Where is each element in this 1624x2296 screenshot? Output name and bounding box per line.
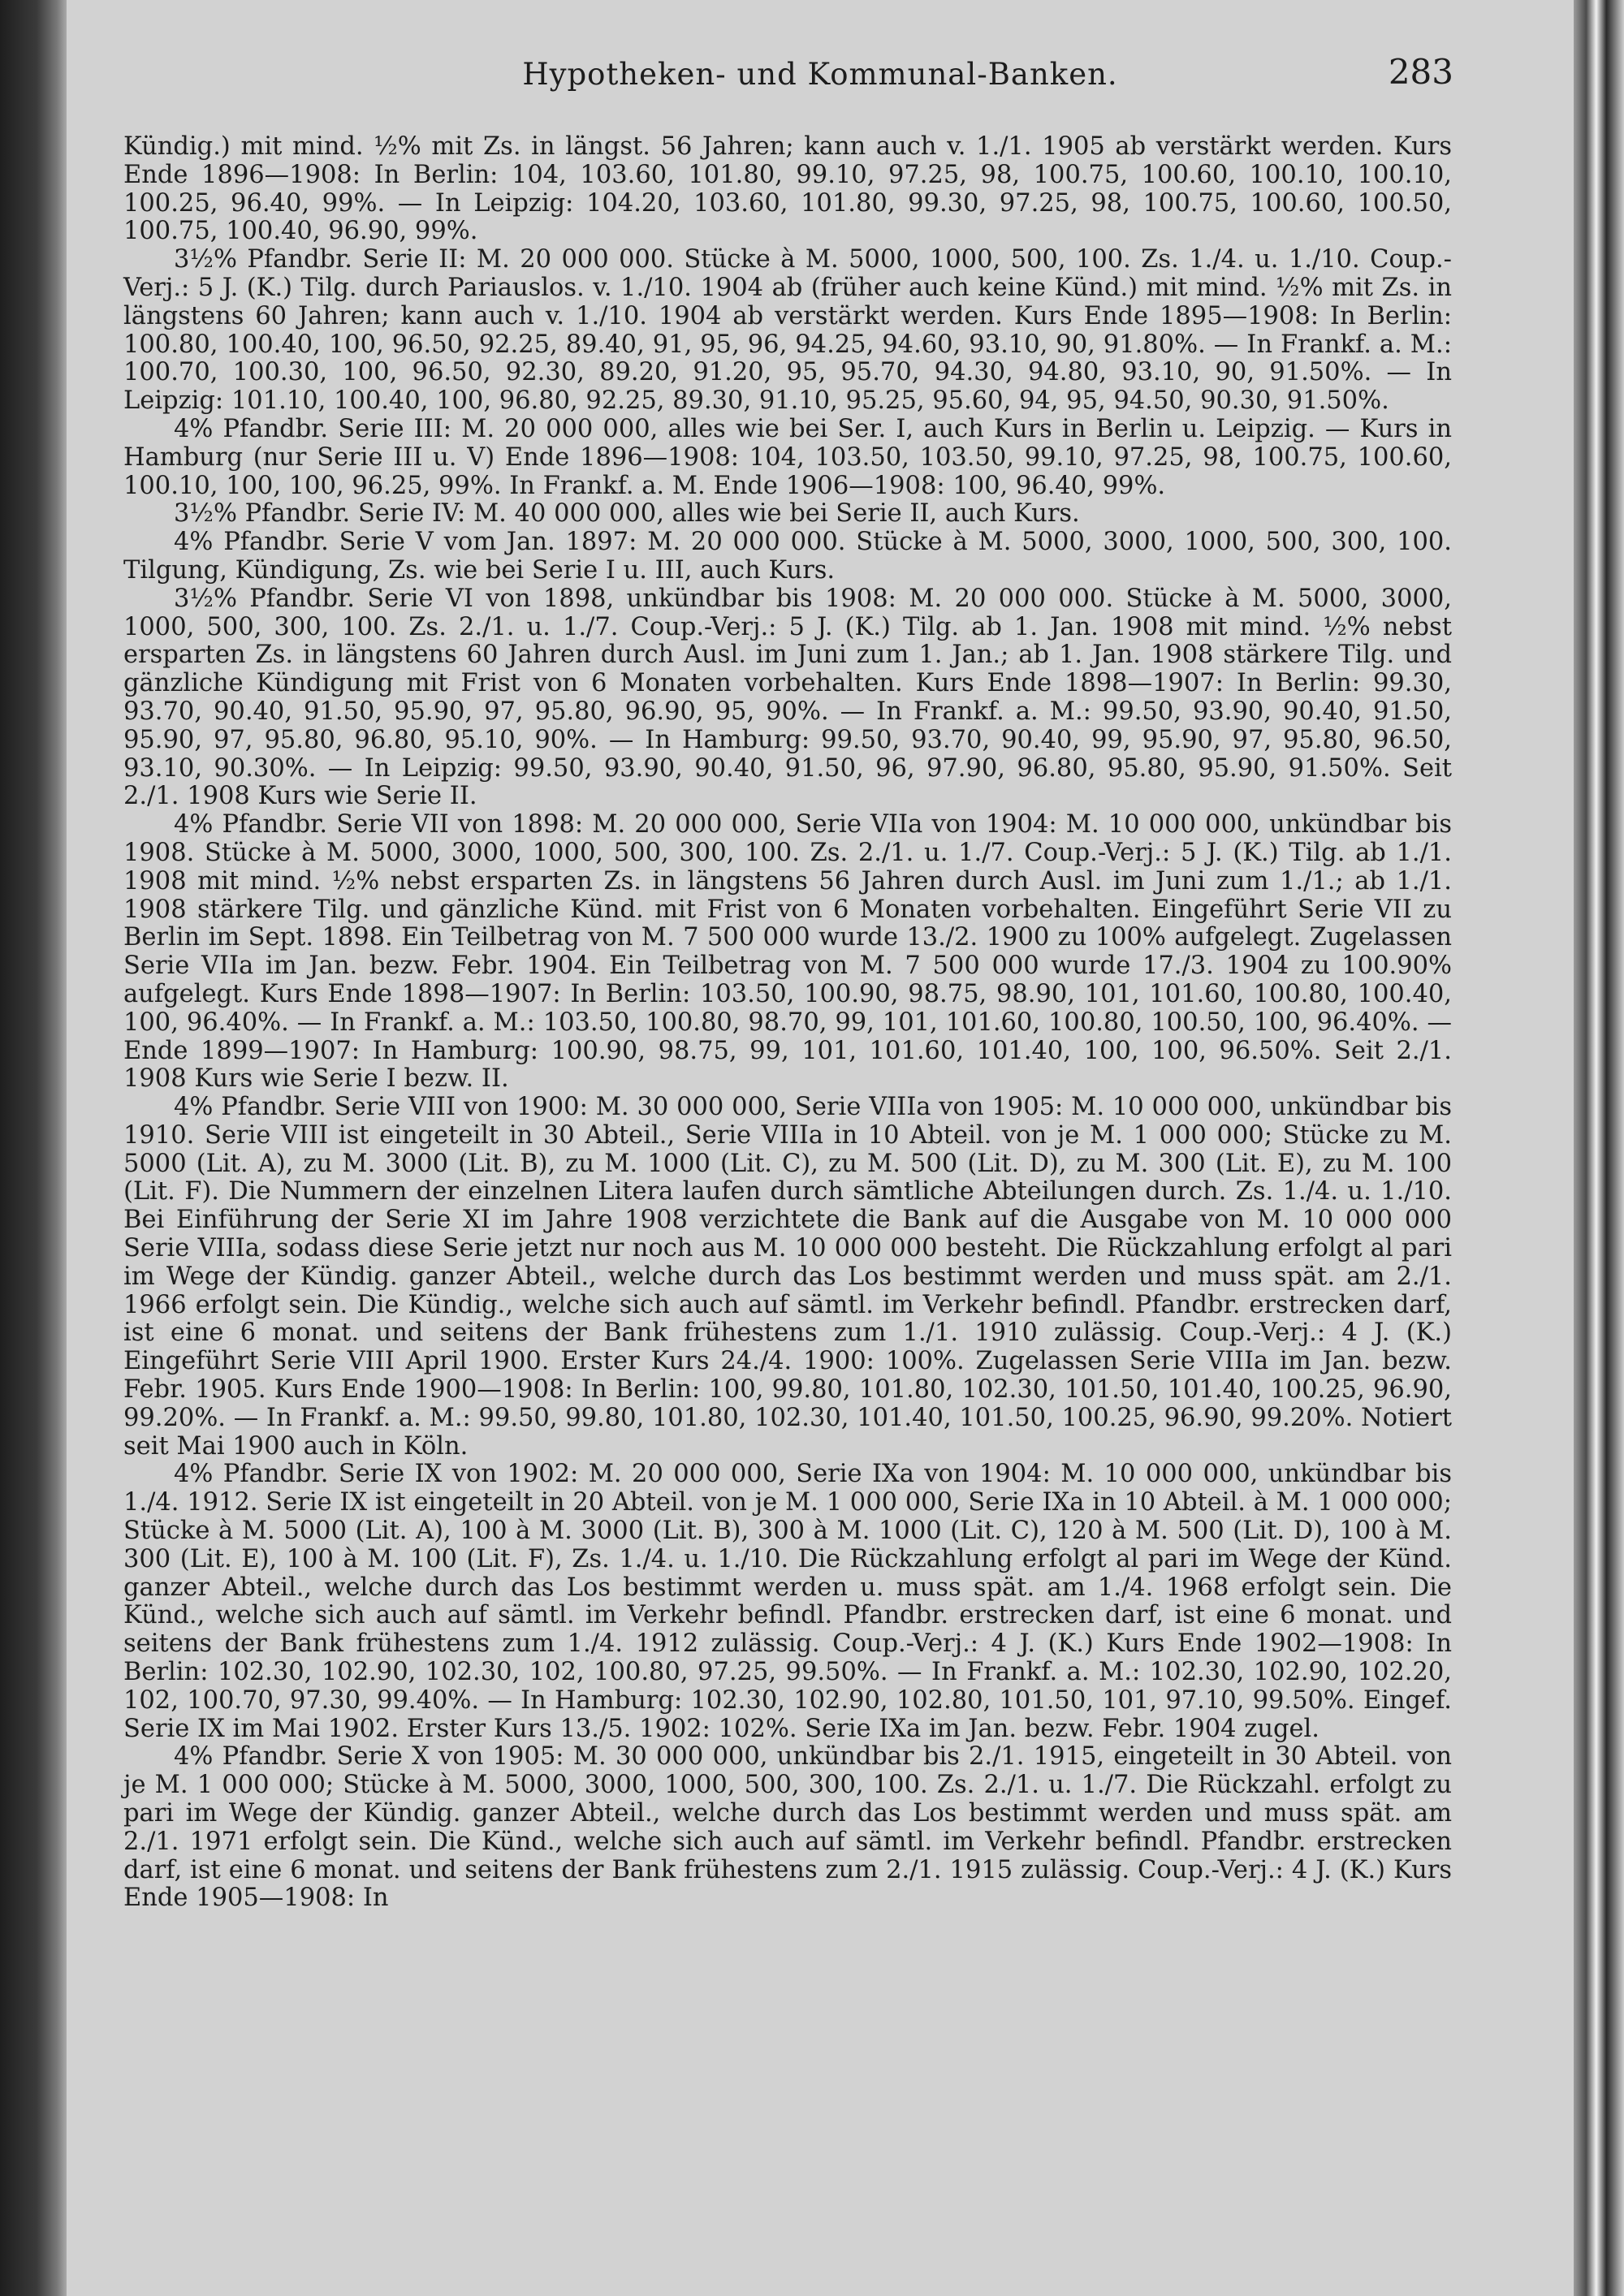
body-text bbox=[123, 133, 1452, 1913]
page-number: 283 bbox=[1388, 52, 1453, 92]
running-title: Hypotheken- und Kommunal-Banken. bbox=[522, 57, 1118, 92]
paragraph-series-ii: 3½% Pfandbr. Serie II: M. 20 000 000. Stücke à M. 5000, 1000, 500, 100. Zs. 1./4. u. 1./10. Coup.-Verj.: 5 J. (K.) Tilg. durch Pariauslos. v. 1./10. 1904 ab (früher auch keine Künd.) mit mind. ½% mit Zs. in längstens 60 Jahren; kann auch v. 1./10. 1904 ab verstärkt werden. Kurs Ende 1895—1908: In Berlin: 100.80, 100.40, 100, 96.50, 92.25, 89.40, 91, 95, 96, 94.25, 94.60, 93.10, 90, 91.80%. — In Frankf. a. M.: 100.70, 100.30, 100, 96.50, 92.30, 89.20, 91.20, 95, 95.70, 94.30, 94.80, 93.10, 90, 91.50%. — In Leipzig: 101.10, 100.40, 100, 96.80, 92.25, 89.30, 91.10, 95.25, 95.60, 94, 95, 94.50, 90.30, 91.50%. bbox=[123, 245, 1452, 416]
page-edge-shadow bbox=[1574, 0, 1624, 2296]
document-page bbox=[67, 0, 1574, 2296]
paragraph-series-vi: 3½% Pfandbr. Serie VI von 1898, unkündbar bis 1908: M. 20 000 000. Stücke à M. 5000, 3000, 1000, 500, 300, 100. Zs. 2./1. u. 1./7. Coup.-Verj.: 5 J. (K.) Tilg. ab 1. Jan. 1908 mit mind. ½% nebst ersparten Zs. in längstens 60 Jahren durch Ausl. im Juni zum 1. Jan.; ab 1. Jan. 1908 stärkere Tilg. und gänzliche Kündigung mit Frist von 6 Monaten vorbehalten. Kurs Ende 1898—1907: In Berlin: 99.30, 93.70, 90.40, 91.50, 95.90, 97, 95.80, 96.90, 95, 90%. — In Frankf. a. M.: 99.50, 93.90, 90.40, 91.50, 95.90, 97, 95.80, 96.80, 95.10, 90%. — In Hamburg: 99.50, 93.70, 90.40, 99, 95.90, 97, 95.80, 96.50, 93.10, 90.30%. — In Leipzig: 99.50, 93.90, 90.40, 91.50, 96, 97.90, 96.80, 95.80, 95.90, 91.50%. Seit 2./1. 1908 Kurs wie Serie II. bbox=[123, 584, 1452, 811]
book-gutter-shadow bbox=[0, 0, 67, 2296]
paragraph-series-x: 4% Pfandbr. Serie X von 1905: M. 30 000 000, unkündbar bis 2./1. 1915, eingeteilt in 30 Abteil. von je M. 1 000 000; Stücke à M. 5000, 3000, 1000, 500, 300, 100. Zs. 2./1. u. 1./7. Die Rückzahl. erfolgt zu pari im Wege der Kündig. ganzer Abteil., welche durch das Los bestimmt werden und muss spät. am 2./1. 1971 erfolgt sein. Die Künd., welche sich auch auf sämtl. im Verkehr befindl. Pfandbr. erstrecken darf, ist eine 6 monat. und seitens der Bank frühestens zum 2./1. 1915 zulässig. Coup.-Verj.: 4 J. (K.) Kurs Ende 1905—1908: In bbox=[123, 1742, 1452, 1913]
paragraph-series-iii: 4% Pfandbr. Serie III: M. 20 000 000, alles wie bei Ser. I, auch Kurs in Berlin u. Leipzig. — Kurs in Hamburg (nur Serie III u. V) Ende 1896—1908: 104, 103.50, 103.50, 99.10, 97.25, 98, 100.75, 100.60, 100.10, 100, 100, 96.25, 99%. In Frankf. a. M. Ende 1906—1908: 100, 96.40, 99%. bbox=[123, 414, 1452, 500]
paragraph-series-ix: 4% Pfandbr. Serie IX von 1902: M. 20 000 000, Serie IXa von 1904: M. 10 000 000, unkündbar bis 1./4. 1912. Serie IX ist eingeteilt in 20 Abteil. von je M. 1 000 000, Serie IXa in 10 Abteil. à M. 1 000 000; Stücke à M. 5000 (Lit. A), 100 à M. 3000 (Lit. B), 300 à M. 1000 (Lit. C), 120 à M. 500 (Lit. D), 100 à M. 300 (Lit. E), 100 à M. 100 (Lit. F), Zs. 1./4. u. 1./10. Die Rückzahlung erfolgt al pari im Wege der Künd. ganzer Abteil., welche durch das Los bestimmt werden u. muss spät. am 1./4. 1968 erfolgt sein. Die Künd., welche sich auch auf sämtl. im Verkehr befindl. Pfandbr. erstrecken darf, ist eine 6 monat. und seitens der Bank frühestens zum 1./4. 1912 zulässig. Coup.-Verj.: 4 J. (K.) Kurs Ende 1902—1908: In Berlin: 102.30, 102.90, 102.30, 102, 100.80, 97.25, 99.50%. — In Frankf. a. M.: 102.30, 102.90, 102.20, 102, 100.70, 97.30, 99.40%. — In Hamburg: 102.30, 102.90, 102.80, 101.50, 101, 97.10, 99.50%. Eingef. Serie IX im Mai 1902. Erster Kurs 13./5. 1902: 102%. Serie IXa im Jan. bezw. Febr. 1904 zugel. bbox=[123, 1460, 1452, 1743]
paragraph-series-i-continued: Kündig.) mit mind. ½% mit Zs. in längst. 56 Jahren; kann auch v. 1./1. 1905 ab verstärkt werden. Kurs Ende 1896—1908: In Berlin: 104, 103.60, 101.80, 99.10, 97.25, 98, 100.75, 100.60, 100.10, 100.10, 100.25, 96.40, 99%. — In Leipzig: 104.20, 103.60, 101.80, 99.30, 97.25, 98, 100.75, 100.60, 100.50, 100.75, 100.40, 96.90, 99%. bbox=[123, 132, 1452, 246]
paragraph-series-iv: 3½% Pfandbr. Serie IV: M. 40 000 000, alles wie bei Serie II, auch Kurs. bbox=[174, 499, 1080, 529]
page-header bbox=[67, 50, 1574, 99]
paragraph-series-v: 4% Pfandbr. Serie V vom Jan. 1897: M. 20 000 000. Stücke à M. 5000, 3000, 1000, 500, 300, 100. Tilgung, Kündigung, Zs. wie bei Serie I u. III, auch Kurs. bbox=[123, 528, 1452, 585]
paragraph-series-viii: 4% Pfandbr. Serie VIII von 1900: M. 30 000 000, Serie VIIIa von 1905: M. 10 000 000, unkündbar bis 1910. Serie VIII ist eingeteilt in 30 Abteil., Serie VIIIa in 10 Abteil. von je M. 1 000 000; Stücke zu M. 5000 (Lit. A), zu M. 3000 (Lit. B), zu M. 1000 (Lit. C), zu M. 500 (Lit. D), zu M. 300 (Lit. E), zu M. 100 (Lit. F). Die Nummern der einzelnen Litera laufen durch sämtliche Abteilungen durch. Zs. 1./4. u. 1./10. Bei Einführung der Serie XI im Jahre 1908 verzichtete die Bank auf die Ausgabe von M. 10 000 000 Serie VIIIa, sodass diese Serie jetzt nur noch aus M. 10 000 000 besteht. Die Rückzahlung erfolgt al pari im Wege der Kündig. ganzer Abteil., welche durch das Los bestimmt werden und muss spät. am 2./1. 1966 erfolgt sein. Die Kündig., welche sich auch auf sämtl. im Verkehr befindl. Pfandbr. erstrecken darf, ist eine 6 monat. und seitens der Bank frühestens zum 1./1. 1910 zulässig. Coup.-Verj.: 4 J. (K.) Eingeführt Serie VIII April 1900. Erster Kurs 24./4. 1900: 100%. Zugelassen Serie VIIIa im Jan. bezw. Febr. 1905. Kurs Ende 1900—1908: In Berlin: 100, 99.80, 101.80, 102.30, 101.50, 101.40, 100.25, 96.90, 99.20%. — In Frankf. a. M.: 99.50, 99.80, 101.80, 102.30, 101.40, 101.50, 100.25, 96.90, 99.20%. Notiert seit Mai 1900 auch in Köln. bbox=[123, 1093, 1452, 1461]
paragraph-series-vii: 4% Pfandbr. Serie VII von 1898: M. 20 000 000, Serie VIIa von 1904: M. 10 000 000, unkündbar bis 1908. Stücke à M. 5000, 3000, 1000, 500, 300, 100. Zs. 2./1. u. 1./7. Coup.-Verj.: 5 J. (K.) Tilg. ab 1./1. 1908 mit mind. ½% nebst ersparten Zs. in längstens 56 Jahren durch Ausl. im Juni zum 1./1.; ab 1./1. 1908 stärkere Tilg. und gänzliche Künd. mit Frist von 6 Monaten vorbehalten. Eingeführt Serie VII zu Berlin im Sept. 1898. Ein Teilbetrag von M. 7 500 000 wurde 13./2. 1900 zu 100% aufgelegt. Zugelassen Serie VIIa im Jan. bezw. Febr. 1904. Ein Teilbetrag von M. 7 500 000 wurde 17./3. 1904 zu 100.90% aufgelegt. Kurs Ende 1898—1907: In Berlin: 103.50, 100.90, 98.75, 98.90, 101, 101.60, 100.80, 100.40, 100, 96.40%. — In Frankf. a. M.: 103.50, 100.80, 98.70, 99, 101, 101.60, 100.80, 100.50, 100, 96.40%. — Ende 1899—1907: In Hamburg: 100.90, 98.75, 99, 101, 101.60, 101.40, 100, 100, 96.50%. Seit 2./1. 1908 Kurs wie Serie I bezw. II. bbox=[123, 810, 1452, 1094]
